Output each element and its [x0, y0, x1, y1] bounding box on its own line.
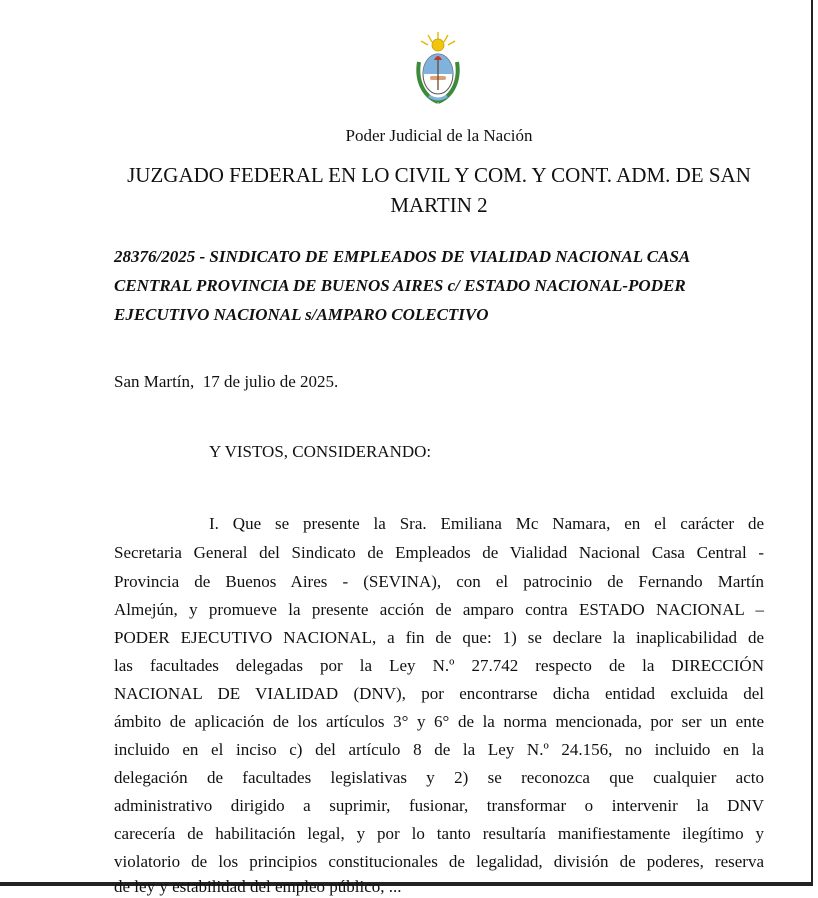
- case-title-line: EJECUTIVO NACIONAL s/AMPARO COLECTIVO: [114, 305, 489, 324]
- court-name: [0, 160, 818, 220]
- section-heading: Y VISTOS, CONSIDERANDO:: [209, 442, 432, 461]
- body-line: violatorio de los principios constitucionales de legalidad, división de poderes, reserva: [114, 852, 764, 871]
- body-line: de ley y estabilidad del empleo público, ...: [114, 877, 402, 896]
- body-line: administrativo dirigido a suprimir, fusionar, transformar o intervenir la DNV: [114, 796, 764, 815]
- coat-of-arms-icon: [413, 30, 463, 106]
- body-line: Almejún, y promueve la presente acción de amparo contra ESTADO NACIONAL –: [114, 600, 764, 619]
- body-line: Secretaria General del Sindicato de Empleados de Vialidad Nacional Casa Central -: [114, 543, 764, 562]
- body-line: incluido en el inciso c) del artículo 8 de la Ley N.º 24.156, no incluido en la: [114, 740, 764, 759]
- body-line: PODER EJECUTIVO NACIONAL, a fin de que: 1) se declare la inaplicabilidad de: [114, 628, 764, 647]
- case-title-line: CENTRAL PROVINCIA DE BUENOS AIRES c/ ESTADO NACIONAL-PODER: [114, 276, 686, 295]
- court-system-title: Poder Judicial de la Nación: [345, 126, 533, 145]
- body-line: las facultades delegadas por la Ley N.º 27.742 respecto de la DIRECCIÓN: [114, 656, 764, 675]
- court-name-line-1: JUZGADO FEDERAL EN LO CIVIL Y COM. Y CONT. ADM. DE SAN: [127, 163, 751, 187]
- body-line: delegación de facultades legislativas y 2) se reconozca que cualquier acto: [114, 768, 764, 787]
- body-line: Provincia de Buenos Aires - (SEVINA), con el patrocinio de Fernando Martín: [114, 572, 764, 591]
- place-and-date: San Martín, 17 de julio de 2025.: [114, 372, 339, 391]
- case-title: [114, 242, 754, 329]
- case-title-line: 28376/2025 - SINDICATO DE EMPLEADOS DE VIALIDAD NACIONAL CASA: [114, 247, 691, 266]
- body-line: NACIONAL DE VIALIDAD (DNV), por encontrarse dicha entidad excluida del: [114, 684, 764, 703]
- body-line: ámbito de aplicación de los artículos 3° y 6° de la norma mencionada, por ser un ente: [114, 712, 764, 731]
- body-line: carecería de habilitación legal, y por lo tanto resultaría manifiestamente ilegítimo y: [114, 824, 764, 843]
- court-name-line-2: MARTIN 2: [390, 193, 488, 217]
- body-line: I. Que se presente la Sra. Emiliana Mc Namara, en el carácter de: [209, 514, 764, 533]
